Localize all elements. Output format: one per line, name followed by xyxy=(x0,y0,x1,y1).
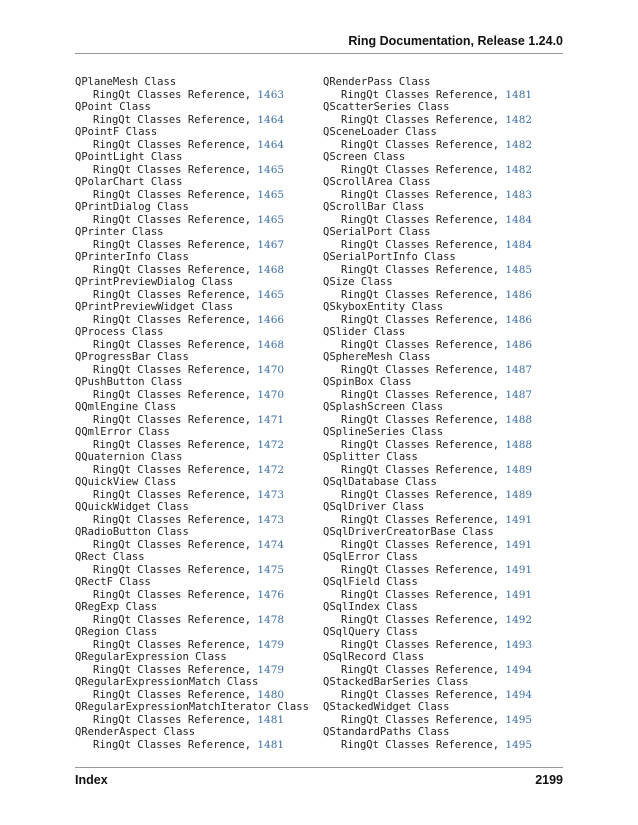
index-entry-page-link[interactable]: 1479 xyxy=(257,663,285,676)
index-entry xyxy=(75,451,315,476)
index-entry-subentry xyxy=(323,639,563,652)
index-entry-class-name: QRegExp Class xyxy=(75,601,158,613)
index-entry xyxy=(75,526,315,551)
index-entry-class-name: QSerialPortInfo Class xyxy=(323,251,456,263)
index-entry xyxy=(75,376,315,401)
index-entry-page-link[interactable]: 1465 xyxy=(257,163,285,176)
index-entry-page-link[interactable]: 1482 xyxy=(505,163,533,176)
index-entry-subentry xyxy=(323,239,563,252)
index-entry-page-link[interactable]: 1473 xyxy=(257,513,285,526)
index-entry-page-link[interactable]: 1471 xyxy=(257,413,285,426)
index-entry-reference-label: RingQt Classes Reference, xyxy=(341,738,500,751)
index-entry-class-name: QStandardPaths Class xyxy=(323,726,450,738)
index-entry-subentry xyxy=(75,239,315,252)
index-entry-reference-label: RingQt Classes Reference, xyxy=(93,213,252,226)
index-entry-class-name: QSqlError Class xyxy=(323,551,418,563)
index-entry-class-name: QPushButton Class xyxy=(75,376,183,388)
index-entry-subentry xyxy=(75,464,315,477)
index-entry-subentry xyxy=(75,389,315,402)
footer-section-name: Index xyxy=(75,773,108,787)
index-entry xyxy=(75,701,315,726)
index-entry-subentry xyxy=(75,114,315,127)
index-entry-subentry xyxy=(75,164,315,177)
index-entry-reference-label: RingQt Classes Reference, xyxy=(93,438,252,451)
index-entry-page-link[interactable]: 1463 xyxy=(257,88,285,101)
index-entry-reference-label: RingQt Classes Reference, xyxy=(93,338,252,351)
index-entry-page-link[interactable]: 1472 xyxy=(257,463,285,476)
index-entry-reference-label: RingQt Classes Reference, xyxy=(341,188,500,201)
index-entry-reference-label: RingQt Classes Reference, xyxy=(341,88,500,101)
index-column-right xyxy=(323,76,563,751)
index-entry-page-link[interactable]: 1487 xyxy=(505,363,533,376)
index-entry-class-name: QSqlDriverCreatorBase Class xyxy=(323,526,494,538)
index-entry-class-name: QSplitter Class xyxy=(323,451,418,463)
index-entry xyxy=(323,76,563,101)
index-entry-class-name: QSkyboxEntity Class xyxy=(323,301,444,313)
index-entry-page-link[interactable]: 1482 xyxy=(505,113,533,126)
index-entry-reference-label: RingQt Classes Reference, xyxy=(93,363,252,376)
index-entry xyxy=(75,201,315,226)
index-entry xyxy=(323,526,563,551)
index-entry-reference-label: RingQt Classes Reference, xyxy=(93,113,252,126)
index-entry xyxy=(323,551,563,576)
index-entry-reference-label: RingQt Classes Reference, xyxy=(93,738,252,751)
index-entry-subentry xyxy=(323,439,563,452)
index-entry-page-link[interactable]: 1473 xyxy=(257,488,285,501)
index-entry-reference-label: RingQt Classes Reference, xyxy=(341,513,500,526)
index-entry-reference-label: RingQt Classes Reference, xyxy=(341,288,500,301)
index-entry xyxy=(75,351,315,376)
index-entry-subentry xyxy=(323,564,563,577)
index-entry xyxy=(323,701,563,726)
index-entry-subentry xyxy=(75,489,315,502)
index-entry-class-name: QPrinter Class xyxy=(75,226,164,238)
index-entry xyxy=(323,576,563,601)
index-entry xyxy=(75,226,315,251)
index-entry-subentry xyxy=(75,539,315,552)
index-entry-class-name: QQuaternion Class xyxy=(75,451,183,463)
index-entry-page-link[interactable]: 1484 xyxy=(505,213,533,226)
index-entry-page-link[interactable]: 1495 xyxy=(505,738,533,751)
index-entry-reference-label: RingQt Classes Reference, xyxy=(341,663,500,676)
index-entry-class-name: QSqlIndex Class xyxy=(323,601,418,613)
index-entry-class-name: QStackedWidget Class xyxy=(323,701,450,713)
index-entry xyxy=(75,251,315,276)
index-entry xyxy=(75,426,315,451)
index-entry-reference-label: RingQt Classes Reference, xyxy=(93,163,252,176)
index-entry-class-name: QPrinterInfo Class xyxy=(75,251,189,263)
index-entry-subentry xyxy=(323,114,563,127)
index-entry xyxy=(323,426,563,451)
index-entry-page-link[interactable]: 1486 xyxy=(505,313,533,326)
index-entry xyxy=(75,101,315,126)
index-entry-page-link[interactable]: 1487 xyxy=(505,388,533,401)
index-entry-reference-label: RingQt Classes Reference, xyxy=(93,688,252,701)
index-entry xyxy=(323,126,563,151)
index-entry-subentry xyxy=(323,664,563,677)
index-entry-subentry xyxy=(323,364,563,377)
index-entry-reference-label: RingQt Classes Reference, xyxy=(341,138,500,151)
index-entry-class-name: QRegion Class xyxy=(75,626,158,638)
index-entry-subentry xyxy=(323,139,563,152)
index-entry-page-link[interactable]: 1483 xyxy=(505,188,533,201)
index-entry-class-name: QSqlQuery Class xyxy=(323,626,418,638)
index-entry-subentry xyxy=(75,564,315,577)
index-entry-reference-label: RingQt Classes Reference, xyxy=(93,588,252,601)
index-entry xyxy=(323,301,563,326)
index-entry-class-name: QRenderAspect Class xyxy=(75,726,196,738)
index-entry-page-link[interactable]: 1491 xyxy=(505,513,533,526)
index-entry xyxy=(75,626,315,651)
index-entry xyxy=(75,651,315,676)
index-entry-subentry xyxy=(75,189,315,202)
index-entry-reference-label: RingQt Classes Reference, xyxy=(93,563,252,576)
index-entry-class-name: QRegularExpressionMatch Class xyxy=(75,676,259,688)
index-entry-subentry xyxy=(75,739,315,752)
index-entry-class-name: QRegularExpression Class xyxy=(75,651,227,663)
index-entry-subentry xyxy=(323,539,563,552)
index-entry-class-name: QSqlRecord Class xyxy=(323,651,425,663)
index-entry-page-link[interactable]: 1480 xyxy=(257,688,285,701)
index-entry xyxy=(323,651,563,676)
index-entry-reference-label: RingQt Classes Reference, xyxy=(341,538,500,551)
index-entry-page-link[interactable]: 1488 xyxy=(505,413,533,426)
index-entry-page-link[interactable]: 1464 xyxy=(257,138,285,151)
index-entry-subentry xyxy=(75,364,315,377)
index-entry-page-link[interactable]: 1481 xyxy=(257,738,285,751)
index-entry-class-name: QSplashScreen Class xyxy=(323,401,444,413)
index-entry-subentry xyxy=(75,664,315,677)
index-entry-reference-label: RingQt Classes Reference, xyxy=(341,263,500,276)
page-header-title: Ring Documentation, Release 1.24.0 xyxy=(348,34,563,48)
index-entry-page-link[interactable]: 1493 xyxy=(505,638,533,651)
index-entry-page-link[interactable]: 1467 xyxy=(257,238,285,251)
index-entry-page-link[interactable]: 1481 xyxy=(257,713,285,726)
index-entry xyxy=(75,151,315,176)
index-entry-class-name: QPlaneMesh Class xyxy=(75,76,177,88)
index-entry-page-link[interactable]: 1482 xyxy=(505,138,533,151)
index-entry xyxy=(75,326,315,351)
index-entry-reference-label: RingQt Classes Reference, xyxy=(93,263,252,276)
index-entry-class-name: QPolarChart Class xyxy=(75,176,183,188)
index-entry-subentry xyxy=(75,289,315,302)
index-entry-reference-label: RingQt Classes Reference, xyxy=(93,463,252,476)
index-entry-reference-label: RingQt Classes Reference, xyxy=(93,413,252,426)
index-entry xyxy=(323,151,563,176)
index-entry-class-name: QRegularExpressionMatchIterator Class xyxy=(75,701,309,713)
index-entry-page-link[interactable]: 1486 xyxy=(505,338,533,351)
index-entry-subentry xyxy=(75,339,315,352)
index-entry-subentry xyxy=(323,214,563,227)
index-entry-class-name: QQuickView Class xyxy=(75,476,177,488)
index-entry-class-name: QPrintPreviewDialog Class xyxy=(75,276,234,288)
index-entry-page-link[interactable]: 1489 xyxy=(505,488,533,501)
index-entry-reference-label: RingQt Classes Reference, xyxy=(341,238,500,251)
index-entry xyxy=(75,176,315,201)
index-entry-page-link[interactable]: 1465 xyxy=(257,213,285,226)
index-entry-page-link[interactable]: 1481 xyxy=(505,88,533,101)
index-entry-subentry xyxy=(75,714,315,727)
index-entry xyxy=(323,476,563,501)
index-entry-reference-label: RingQt Classes Reference, xyxy=(93,713,252,726)
footer-rule xyxy=(75,767,563,768)
index-entry-subentry xyxy=(75,689,315,702)
index-entry-reference-label: RingQt Classes Reference, xyxy=(341,588,500,601)
index-entry-page-link[interactable]: 1478 xyxy=(257,613,285,626)
index-entry-page-link[interactable]: 1484 xyxy=(505,238,533,251)
index-entry-class-name: QProgressBar Class xyxy=(75,351,189,363)
index-entry xyxy=(75,501,315,526)
index-entry-page-link[interactable]: 1470 xyxy=(257,388,285,401)
index-entry-reference-label: RingQt Classes Reference, xyxy=(93,513,252,526)
index-entry xyxy=(323,226,563,251)
index-entry-class-name: QPrintPreviewWidget Class xyxy=(75,301,234,313)
index-entry-page-link[interactable]: 1468 xyxy=(257,263,285,276)
index-entry-class-name: QSlider Class xyxy=(323,326,406,338)
index-entry xyxy=(323,251,563,276)
index-entry-reference-label: RingQt Classes Reference, xyxy=(341,438,500,451)
index-entry-reference-label: RingQt Classes Reference, xyxy=(341,463,500,476)
index-entry-class-name: QSphereMesh Class xyxy=(323,351,431,363)
index-entry-subentry xyxy=(75,614,315,627)
index-entry-class-name: QScreen Class xyxy=(323,151,406,163)
index-entry-reference-label: RingQt Classes Reference, xyxy=(341,363,500,376)
index-entry-page-link[interactable]: 1470 xyxy=(257,363,285,376)
index-entry xyxy=(323,626,563,651)
index-entry-subentry xyxy=(75,89,315,102)
index-entry-class-name: QSqlField Class xyxy=(323,576,418,588)
index-entry-class-name: QSerialPort Class xyxy=(323,226,431,238)
index-entry-page-link[interactable]: 1466 xyxy=(257,313,285,326)
index-entry-subentry xyxy=(323,414,563,427)
index-entry-reference-label: RingQt Classes Reference, xyxy=(341,413,500,426)
footer-page-number: 2199 xyxy=(535,773,563,787)
index-entry-subentry xyxy=(323,189,563,202)
index-entry xyxy=(323,351,563,376)
index-entry-class-name: QRectF Class xyxy=(75,576,151,588)
index-entry-class-name: QStackedBarSeries Class xyxy=(323,676,469,688)
index-entry-reference-label: RingQt Classes Reference, xyxy=(93,538,252,551)
index-entry-subentry xyxy=(75,639,315,652)
index-entry-page-link[interactable]: 1488 xyxy=(505,438,533,451)
index-entry-class-name: QPrintDialog Class xyxy=(75,201,189,213)
index-entry xyxy=(75,76,315,101)
index-entry-reference-label: RingQt Classes Reference, xyxy=(341,613,500,626)
index-column-left xyxy=(75,76,315,751)
index-entry-reference-label: RingQt Classes Reference, xyxy=(93,88,252,101)
index-entry-subentry xyxy=(323,464,563,477)
index-entry-class-name: QSceneLoader Class xyxy=(323,126,437,138)
index-entry-page-link[interactable]: 1495 xyxy=(505,713,533,726)
index-entry xyxy=(323,676,563,701)
index-entry-subentry xyxy=(323,614,563,627)
index-entry xyxy=(323,176,563,201)
index-entry-reference-label: RingQt Classes Reference, xyxy=(93,288,252,301)
index-entry-page-link[interactable]: 1491 xyxy=(505,588,533,601)
index-entry xyxy=(75,676,315,701)
index-entry xyxy=(75,576,315,601)
index-entry-page-link[interactable]: 1472 xyxy=(257,438,285,451)
index-entry-subentry xyxy=(75,514,315,527)
index-entry xyxy=(75,601,315,626)
header-rule xyxy=(75,53,563,54)
index-entry-subentry xyxy=(323,689,563,702)
index-entry xyxy=(75,126,315,151)
index-entry-reference-label: RingQt Classes Reference, xyxy=(93,313,252,326)
index-entry-reference-label: RingQt Classes Reference, xyxy=(341,163,500,176)
index-entry-subentry xyxy=(323,264,563,277)
index-entry xyxy=(75,301,315,326)
index-entry-page-link[interactable]: 1486 xyxy=(505,288,533,301)
index-entry xyxy=(75,276,315,301)
index-entry-page-link[interactable]: 1492 xyxy=(505,613,533,626)
index-entry-subentry xyxy=(323,89,563,102)
index-entry-page-link[interactable]: 1474 xyxy=(257,538,285,551)
index-entry-class-name: QSplineSeries Class xyxy=(323,426,444,438)
index-entry-page-link[interactable]: 1465 xyxy=(257,188,285,201)
index-entry-class-name: QScrollArea Class xyxy=(323,176,431,188)
index-entry-page-link[interactable]: 1465 xyxy=(257,288,285,301)
index-entry-reference-label: RingQt Classes Reference, xyxy=(93,488,252,501)
index-entry-subentry xyxy=(323,314,563,327)
index-entry-subentry xyxy=(323,514,563,527)
index-entry-class-name: QScrollBar Class xyxy=(323,201,425,213)
index-entry-class-name: QProcess Class xyxy=(75,326,164,338)
index-entry-subentry xyxy=(75,214,315,227)
index-entry-page-link[interactable]: 1485 xyxy=(505,263,533,276)
index-entry-page-link[interactable]: 1468 xyxy=(257,338,285,351)
index-entry-subentry xyxy=(323,739,563,752)
index-entry xyxy=(75,726,315,751)
index-entry-subentry xyxy=(75,439,315,452)
index-entry-reference-label: RingQt Classes Reference, xyxy=(341,313,500,326)
index-entry-reference-label: RingQt Classes Reference, xyxy=(341,388,500,401)
index-entry-reference-label: RingQt Classes Reference, xyxy=(341,488,500,501)
index-entry-class-name: QSpinBox Class xyxy=(323,376,412,388)
index-entry-subentry xyxy=(75,414,315,427)
index-entry-subentry xyxy=(323,589,563,602)
index-entry-class-name: QSize Class xyxy=(323,276,393,288)
index-entry-reference-label: RingQt Classes Reference, xyxy=(341,638,500,651)
index-entry-class-name: QQmlEngine Class xyxy=(75,401,177,413)
index-entry-subentry xyxy=(75,264,315,277)
index-entry-reference-label: RingQt Classes Reference, xyxy=(93,138,252,151)
index-entry-reference-label: RingQt Classes Reference, xyxy=(341,213,500,226)
index-entry-reference-label: RingQt Classes Reference, xyxy=(93,238,252,251)
index-entry-subentry xyxy=(323,489,563,502)
index-entry-class-name: QQmlError Class xyxy=(75,426,170,438)
index-entry-subentry xyxy=(323,389,563,402)
index-entry xyxy=(323,451,563,476)
index-entry-class-name: QPointLight Class xyxy=(75,151,183,163)
index-entry xyxy=(323,101,563,126)
index-entry-reference-label: RingQt Classes Reference, xyxy=(341,563,500,576)
index-entry-class-name: QRect Class xyxy=(75,551,145,563)
index-entry xyxy=(323,501,563,526)
index-entry xyxy=(323,601,563,626)
index-entry-class-name: QPoint Class xyxy=(75,101,151,113)
index-entry-reference-label: RingQt Classes Reference, xyxy=(341,338,500,351)
index-entry-class-name: QRadioButton Class xyxy=(75,526,189,538)
index-entry-class-name: QSqlDriver Class xyxy=(323,501,425,513)
index-entry xyxy=(323,726,563,751)
index-entry-reference-label: RingQt Classes Reference, xyxy=(93,188,252,201)
index-entry-subentry xyxy=(323,164,563,177)
index-entry-page-link[interactable]: 1476 xyxy=(257,588,285,601)
index-entry xyxy=(75,401,315,426)
index-entry-page-link[interactable]: 1475 xyxy=(257,563,285,576)
index-entry-subentry xyxy=(75,589,315,602)
index-entry-subentry xyxy=(323,289,563,302)
index-entry-reference-label: RingQt Classes Reference, xyxy=(341,688,500,701)
index-entry-reference-label: RingQt Classes Reference, xyxy=(341,713,500,726)
index-entry-page-link[interactable]: 1494 xyxy=(505,663,533,676)
index-entry-page-link[interactable]: 1489 xyxy=(505,463,533,476)
index-entry-class-name: QQuickWidget Class xyxy=(75,501,189,513)
index-entry xyxy=(323,201,563,226)
index-entry-page-link[interactable]: 1491 xyxy=(505,563,533,576)
index-entry xyxy=(323,401,563,426)
index-entry-subentry xyxy=(75,314,315,327)
index-entry xyxy=(75,551,315,576)
index-entry-class-name: QRenderPass Class xyxy=(323,76,431,88)
index-entry xyxy=(323,326,563,351)
index-entry-page-link[interactable]: 1494 xyxy=(505,688,533,701)
index-entry-reference-label: RingQt Classes Reference, xyxy=(93,638,252,651)
index-entry-page-link[interactable]: 1464 xyxy=(257,113,285,126)
index-entry-reference-label: RingQt Classes Reference, xyxy=(93,613,252,626)
index-entry-subentry xyxy=(323,339,563,352)
index-entry xyxy=(323,276,563,301)
index-entry-page-link[interactable]: 1479 xyxy=(257,638,285,651)
index-entry-class-name: QSqlDatabase Class xyxy=(323,476,437,488)
index-entry-subentry xyxy=(75,139,315,152)
index-entry-reference-label: RingQt Classes Reference, xyxy=(341,113,500,126)
index-entry-reference-label: RingQt Classes Reference, xyxy=(93,663,252,676)
index-entry xyxy=(323,376,563,401)
index-entry-page-link[interactable]: 1491 xyxy=(505,538,533,551)
index-entry-class-name: QScatterSeries Class xyxy=(323,101,450,113)
index-entry xyxy=(75,476,315,501)
index-entry-reference-label: RingQt Classes Reference, xyxy=(93,388,252,401)
index-entry-subentry xyxy=(323,714,563,727)
index-entry-class-name: QPointF Class xyxy=(75,126,158,138)
